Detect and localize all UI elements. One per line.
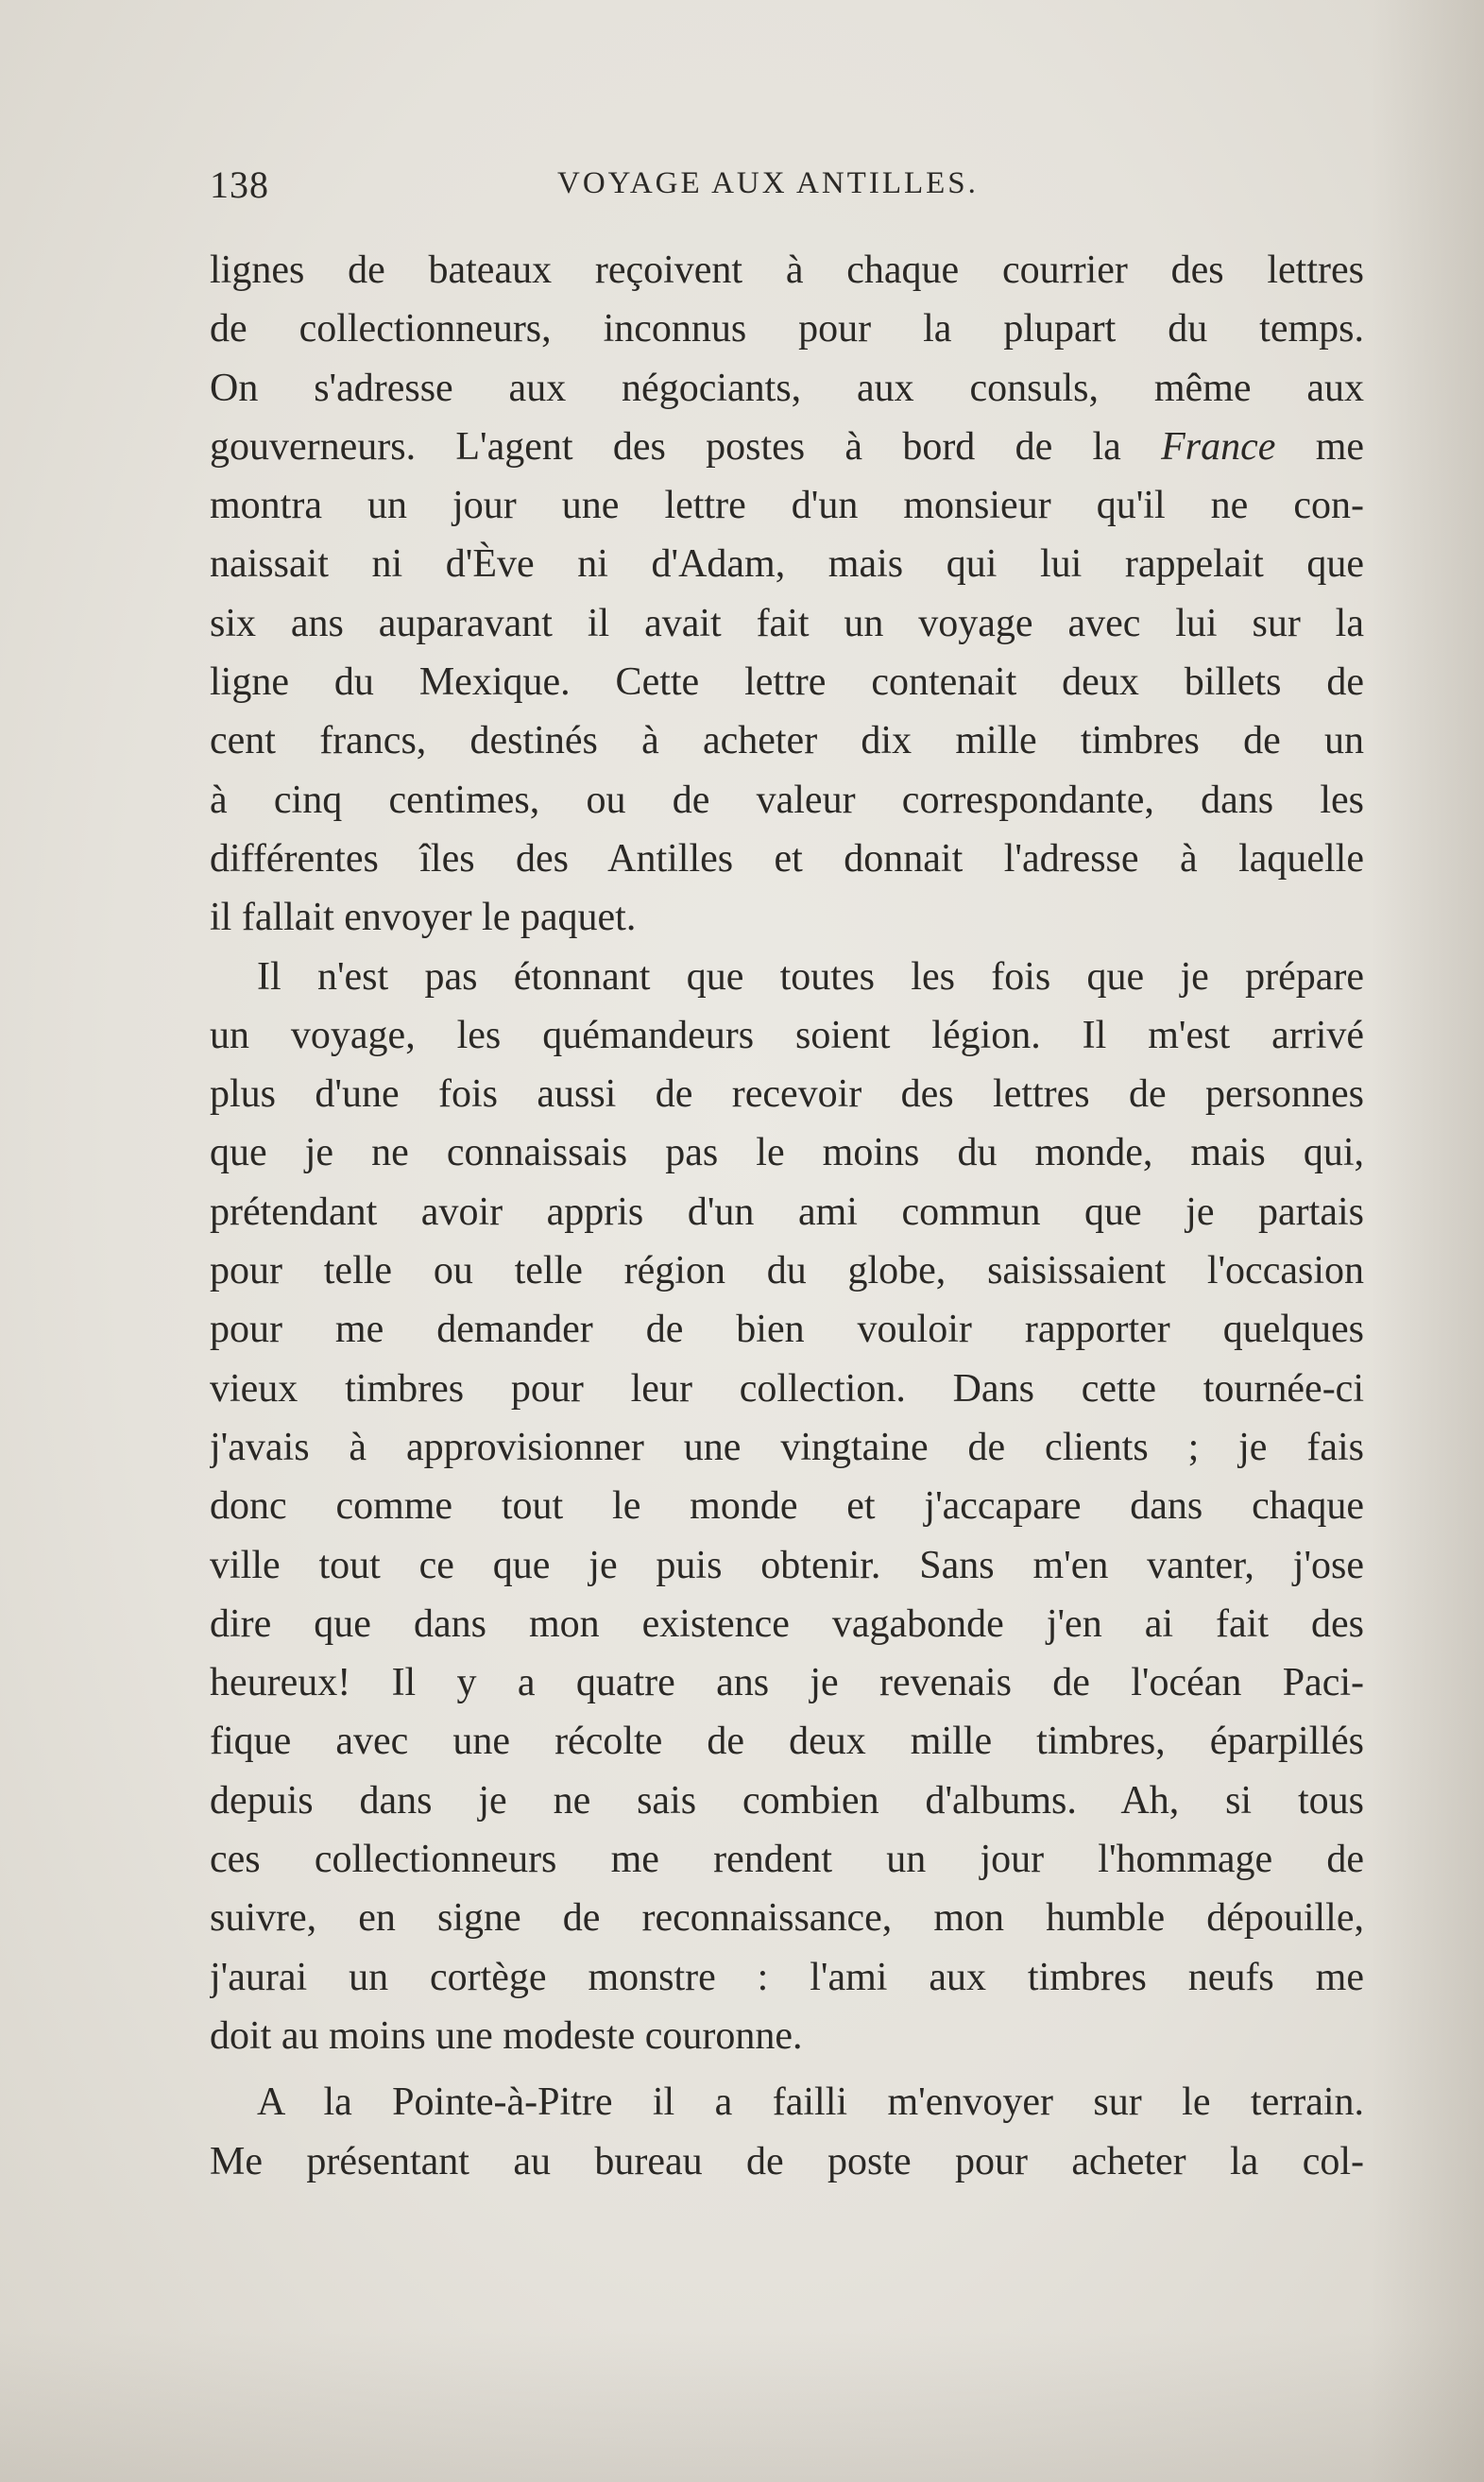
page-edge-shadow-bottom bbox=[0, 2331, 1484, 2482]
text-line: il fallait envoyer le paquet. bbox=[210, 896, 637, 940]
text-line: A la Pointe-à-Pitre il a failli m'envoyer sur le terrain. bbox=[257, 2080, 1364, 2125]
text-line: lignes de bateaux reçoivent à chaque courrier des lettres bbox=[210, 248, 1364, 292]
text-line: ville tout ce que je puis obtenir. Sans m'en vanter, j'ose bbox=[210, 1543, 1364, 1587]
ship-name-italic: France bbox=[1161, 424, 1276, 469]
text-line: j'aurai un cortège monstre : l'ami aux timbres neufs me bbox=[210, 1955, 1364, 1999]
body-text bbox=[210, 241, 1364, 2191]
page-edge-shadow-right bbox=[1371, 0, 1484, 2482]
text-line: fique avec une récolte de deux mille timbres, éparpillés bbox=[210, 1720, 1364, 1764]
text-line: Il n'est pas étonnant que toutes les fois que je prépare bbox=[257, 954, 1364, 999]
text-line: On s'adresse aux négociants, aux consuls, même aux bbox=[210, 366, 1364, 410]
text-line: suivre, en signe de reconnaissance, mon humble dépouille, bbox=[210, 1896, 1364, 1941]
text-line: vieux timbres pour leur collection. Dans cette tournée-ci bbox=[210, 1366, 1364, 1411]
text-line: donc comme tout le monde et j'accapare dans chaque bbox=[210, 1484, 1364, 1529]
text-line: ces collectionneurs me rendent un jour l'hommage de bbox=[210, 1838, 1364, 1882]
text-line: cent francs, destinés à acheter dix mille timbres de un bbox=[210, 719, 1364, 763]
text-line: pour telle ou telle région du globe, saisissaient l'occasion bbox=[210, 1249, 1364, 1293]
page-header bbox=[210, 163, 1364, 215]
text-line: de collectionneurs, inconnus pour la plupart du temps. bbox=[210, 307, 1364, 351]
text-line: différentes îles des Antilles et donnait l'adresse à laquelle bbox=[210, 836, 1364, 881]
running-title: VOYAGE AUX ANTILLES. bbox=[557, 166, 979, 200]
text-line: heureux! Il y a quatre ans je revenais de l'océan Paci- bbox=[210, 1661, 1364, 1705]
page-number: 138 bbox=[210, 163, 269, 206]
text-line: Me présentant au bureau de poste pour acheter la col- bbox=[210, 2139, 1364, 2183]
paragraph-3 bbox=[210, 2073, 1364, 2191]
text-line: que je ne connaissais pas le moins du monde, mais qui, bbox=[210, 1131, 1364, 1175]
text-line: pour me demander de bien vouloir rapporter quelques bbox=[210, 1308, 1364, 1352]
text-line bbox=[210, 418, 1364, 476]
text-line: naissait ni d'Ève ni d'Adam, mais qui lui rappelait que bbox=[210, 542, 1364, 587]
text-line: doit au moins une modeste couronne. bbox=[210, 2013, 803, 2058]
paragraph-2 bbox=[210, 948, 1364, 2066]
text-line-segment: me bbox=[1275, 424, 1364, 469]
text-line: dire que dans mon existence vagabonde j'en ai fait des bbox=[210, 1601, 1364, 1646]
text-line: ligne du Mexique. Cette lettre contenait deux billets de bbox=[210, 660, 1364, 705]
text-line-segment: gouverneurs. L'agent des postes à bord de la bbox=[210, 424, 1121, 469]
text-line: à cinq centimes, ou de valeur correspondante, dans les bbox=[210, 778, 1364, 822]
text-line: depuis dans je ne sais combien d'albums. Ah, si tous bbox=[210, 1778, 1364, 1823]
paragraph-gap bbox=[210, 2065, 1364, 2073]
text-line: six ans auparavant il avait fait un voyage avec lui sur la bbox=[210, 601, 1364, 645]
text-line: prétendant avoir appris d'un ami commun que je partais bbox=[210, 1190, 1364, 1234]
text-line: j'avais à approvisionner une vingtaine de clients ; je fais bbox=[210, 1425, 1364, 1469]
text-line: plus d'une fois aussi de recevoir des lettres de personnes bbox=[210, 1072, 1364, 1117]
paragraph-1 bbox=[210, 241, 1364, 948]
text-line: montra un jour une lettre d'un monsieur qu'il ne con- bbox=[210, 484, 1364, 528]
text-line: un voyage, les quémandeurs soient légion. Il m'est arrivé bbox=[210, 1013, 1364, 1057]
